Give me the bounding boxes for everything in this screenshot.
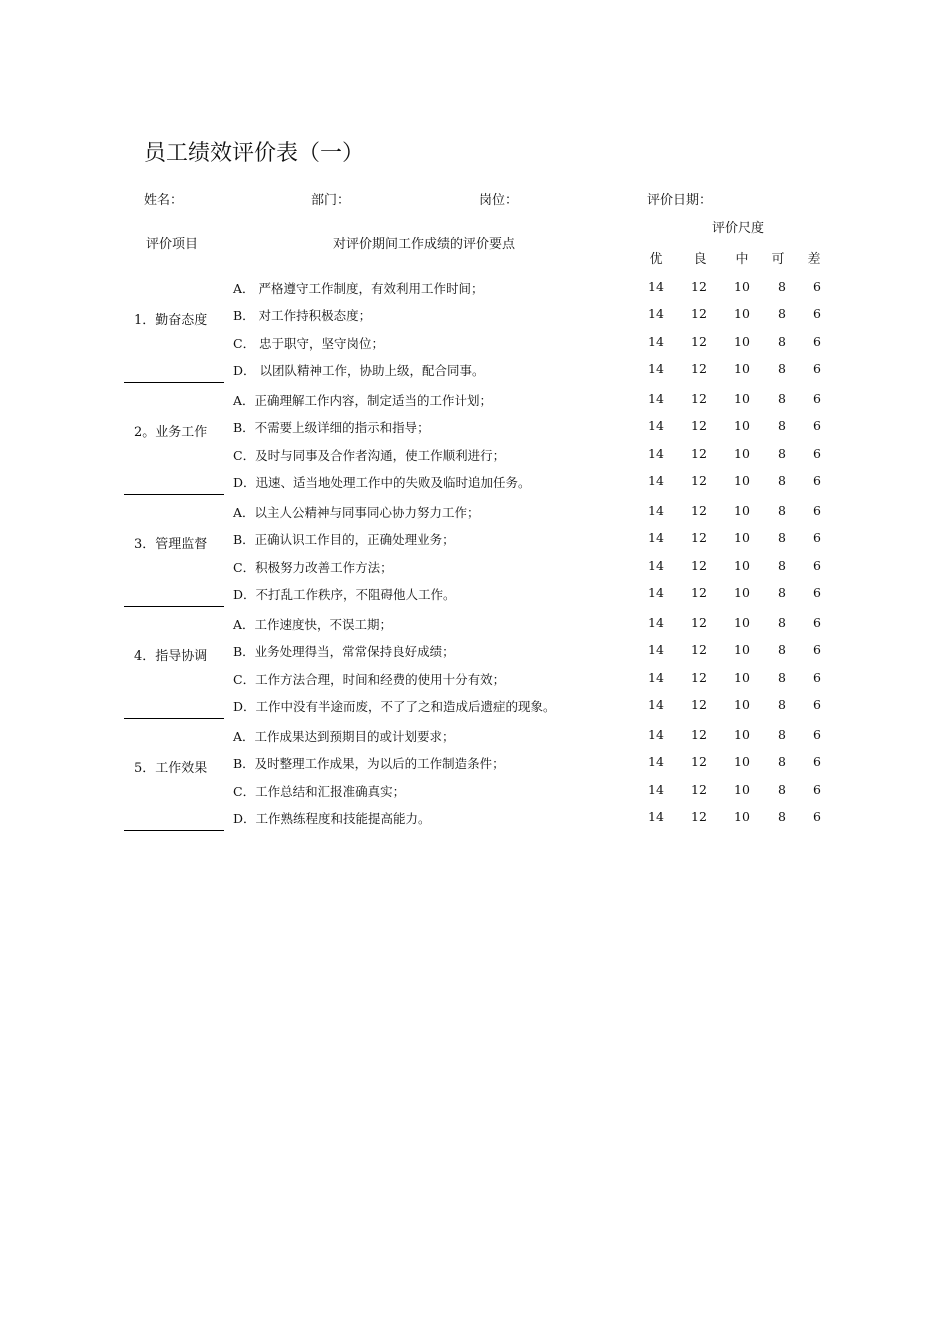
score-option[interactable]: 12 xyxy=(691,557,707,573)
score-option[interactable]: 12 xyxy=(691,418,707,434)
score-option[interactable]: 14 xyxy=(648,669,664,685)
table-row xyxy=(0,334,950,361)
post-label: 岗位： xyxy=(479,193,519,208)
score-option[interactable]: 12 xyxy=(691,754,707,770)
score-option[interactable]: 12 xyxy=(691,391,707,406)
score-option[interactable]: 8 xyxy=(778,781,786,797)
score-option[interactable]: 6 xyxy=(813,584,821,600)
score-option[interactable]: 6 xyxy=(813,391,821,406)
table-row xyxy=(0,446,950,473)
score-option[interactable]: 14 xyxy=(648,333,664,349)
score-option[interactable]: 6 xyxy=(813,727,821,742)
score-option[interactable]: 10 xyxy=(734,727,750,742)
score-option[interactable]: 14 xyxy=(648,754,664,770)
score-option[interactable]: 8 xyxy=(778,503,786,518)
table-row xyxy=(0,642,950,669)
score-option[interactable]: 12 xyxy=(691,669,707,685)
score-option[interactable]: 8 xyxy=(778,557,786,573)
score-option[interactable]: 8 xyxy=(778,333,786,349)
table-row xyxy=(0,279,950,306)
score-option[interactable]: 8 xyxy=(778,808,786,824)
score-option[interactable]: 8 xyxy=(778,584,786,600)
score-option[interactable]: 10 xyxy=(734,557,750,573)
criterion-text: B．业务处理得当，常常保持良好成绩； xyxy=(233,644,455,660)
criterion-text: D．工作熟练程度和技能提高能力。 xyxy=(233,810,431,826)
score-option[interactable]: 12 xyxy=(691,360,707,376)
criterion-text: D．不打乱工作秩序，不阻碍他人工作。 xyxy=(233,586,456,602)
score-option[interactable]: 10 xyxy=(734,503,750,518)
table-row xyxy=(0,418,950,445)
score-option[interactable]: 12 xyxy=(691,781,707,797)
score-option[interactable]: 8 xyxy=(778,360,786,376)
score-option[interactable]: 10 xyxy=(734,754,750,770)
table-row xyxy=(0,530,950,557)
score-option[interactable]: 14 xyxy=(648,503,664,518)
score-option[interactable]: 14 xyxy=(648,445,664,461)
criterion-text: A．以主人公精神与同事同心协力努力工作； xyxy=(233,505,480,520)
score-option[interactable]: 6 xyxy=(813,615,821,630)
criterion-text: B． 对工作持积极态度； xyxy=(233,308,372,324)
score-option[interactable]: 6 xyxy=(813,642,821,658)
score-option[interactable]: 6 xyxy=(813,472,821,488)
score-option[interactable]: 6 xyxy=(813,503,821,518)
score-option[interactable]: 6 xyxy=(813,808,821,824)
score-option[interactable]: 12 xyxy=(691,472,707,488)
score-option[interactable]: 12 xyxy=(691,727,707,742)
name-label: 姓名： xyxy=(144,193,184,208)
criterion-text: A． 严格遵守工作制度，有效利用工作时间； xyxy=(233,281,484,296)
table-row xyxy=(0,782,950,809)
score-option[interactable]: 8 xyxy=(778,391,786,406)
score-option[interactable]: 8 xyxy=(778,472,786,488)
score-option[interactable]: 14 xyxy=(648,584,664,600)
score-option[interactable]: 12 xyxy=(691,584,707,600)
score-option[interactable]: 8 xyxy=(778,530,786,546)
criterion-text: D． 以团队精神工作，协助上级，配合同事。 xyxy=(233,362,485,378)
score-option[interactable]: 10 xyxy=(734,584,750,600)
table-row xyxy=(0,391,950,418)
score-option[interactable]: 6 xyxy=(813,306,821,322)
score-option[interactable]: 12 xyxy=(691,445,707,461)
score-option[interactable]: 10 xyxy=(734,696,750,712)
score-option[interactable]: 14 xyxy=(648,391,664,406)
score-option[interactable]: 6 xyxy=(813,530,821,546)
criterion-text: C．工作方法合理，时间和经费的使用十分有效； xyxy=(233,671,506,687)
table-row xyxy=(0,754,950,781)
score-option[interactable]: 8 xyxy=(778,727,786,742)
table-row xyxy=(0,306,950,333)
score-option[interactable]: 12 xyxy=(691,808,707,824)
score-option[interactable]: 10 xyxy=(734,445,750,461)
score-option[interactable]: 6 xyxy=(813,669,821,685)
score-option[interactable]: 12 xyxy=(691,503,707,518)
score-option[interactable]: 6 xyxy=(813,418,821,434)
criterion-text: B．不需要上级详细的指示和指导； xyxy=(233,420,430,436)
criterion-text: B．正确认识工作目的，正确处理业务； xyxy=(233,532,455,548)
score-option[interactable]: 14 xyxy=(648,279,664,294)
score-option[interactable]: 14 xyxy=(648,696,664,712)
score-option[interactable]: 8 xyxy=(778,754,786,770)
score-option[interactable]: 10 xyxy=(734,781,750,797)
criterion-text: C．及时与同事及合作者沟通，使工作顺利进行； xyxy=(233,447,506,463)
table-row xyxy=(0,615,950,642)
score-option[interactable]: 8 xyxy=(778,306,786,322)
score-option[interactable]: 12 xyxy=(691,615,707,630)
score-option[interactable]: 6 xyxy=(813,445,821,461)
score-option[interactable]: 8 xyxy=(778,445,786,461)
score-option[interactable]: 6 xyxy=(813,557,821,573)
category-label: 4．指导协调 xyxy=(134,649,208,664)
score-option[interactable]: 8 xyxy=(778,696,786,712)
score-option[interactable]: 10 xyxy=(734,615,750,630)
score-option[interactable]: 14 xyxy=(648,557,664,573)
score-option[interactable]: 10 xyxy=(734,418,750,434)
score-option[interactable]: 12 xyxy=(691,333,707,349)
category-label: 5．工作效果 xyxy=(134,761,208,776)
criterion-text: A．正确理解工作内容，制定适当的工作计划； xyxy=(233,393,493,408)
score-option[interactable]: 10 xyxy=(734,472,750,488)
scale-level-header: 差 xyxy=(807,252,821,267)
score-option[interactable]: 14 xyxy=(648,808,664,824)
score-option[interactable]: 12 xyxy=(691,696,707,712)
scale-level-header: 可 xyxy=(771,252,785,267)
table-row xyxy=(0,727,950,754)
criterion-text: A．工作成果达到预期目的或计划要求； xyxy=(233,729,455,744)
criterion-text: A．工作速度快，不误工期； xyxy=(233,617,393,632)
page-title: 员工绩效评价表（一） xyxy=(144,141,365,166)
category-label: 1．勤奋态度 xyxy=(134,313,208,328)
score-option[interactable]: 10 xyxy=(734,808,750,824)
score-option[interactable]: 10 xyxy=(734,642,750,658)
score-option[interactable]: 14 xyxy=(648,306,664,322)
table-row xyxy=(0,670,950,697)
score-option[interactable]: 10 xyxy=(734,360,750,376)
criterion-text: C．积极努力改善工作方法； xyxy=(233,559,393,575)
score-option[interactable]: 12 xyxy=(691,530,707,546)
score-option[interactable]: 10 xyxy=(734,306,750,322)
criterion-text: C． 忠于职守，坚守岗位； xyxy=(233,335,385,351)
score-option[interactable]: 8 xyxy=(778,615,786,630)
score-option[interactable]: 14 xyxy=(648,530,664,546)
score-option[interactable]: 8 xyxy=(778,669,786,685)
score-option[interactable]: 6 xyxy=(813,781,821,797)
score-option[interactable]: 10 xyxy=(734,333,750,349)
score-option[interactable]: 6 xyxy=(813,333,821,349)
score-option[interactable]: 8 xyxy=(778,279,786,294)
category-label: 3．管理监督 xyxy=(134,537,208,552)
score-option[interactable]: 14 xyxy=(648,781,664,797)
score-option[interactable]: 10 xyxy=(734,279,750,294)
score-option[interactable]: 12 xyxy=(691,279,707,294)
category-label: 2。业务工作 xyxy=(134,425,208,440)
score-option[interactable]: 12 xyxy=(691,642,707,658)
score-option[interactable]: 14 xyxy=(648,418,664,434)
criterion-text: D．迅速、适当地处理工作中的失败及临时追加任务。 xyxy=(233,474,531,490)
score-option[interactable]: 14 xyxy=(648,642,664,658)
score-option[interactable]: 10 xyxy=(734,391,750,406)
score-option[interactable]: 10 xyxy=(734,530,750,546)
table-row xyxy=(0,558,950,585)
scale-level-header: 良 xyxy=(693,252,707,267)
score-option[interactable]: 10 xyxy=(734,669,750,685)
score-option[interactable]: 8 xyxy=(778,642,786,658)
scale-level-header: 中 xyxy=(735,252,749,267)
table-row xyxy=(0,809,950,836)
scale-title: 评价尺度 xyxy=(712,221,765,236)
score-option[interactable]: 6 xyxy=(813,696,821,712)
score-option[interactable]: 8 xyxy=(778,418,786,434)
criterion-text: D．工作中没有半途而废，不了了之和造成后遗症的现象。 xyxy=(233,698,556,714)
score-option[interactable]: 6 xyxy=(813,360,821,376)
score-option[interactable]: 14 xyxy=(648,472,664,488)
scale-level-header: 优 xyxy=(649,252,663,267)
item-column-header: 评价项目 xyxy=(146,237,199,252)
table-row xyxy=(0,503,950,530)
score-option[interactable]: 12 xyxy=(691,306,707,322)
score-option[interactable]: 6 xyxy=(813,754,821,770)
score-option[interactable]: 6 xyxy=(813,279,821,294)
criterion-text: B．及时整理工作成果，为以后的工作制造条件； xyxy=(233,756,505,772)
criterion-text: C．工作总结和汇报准确真实； xyxy=(233,783,406,799)
dept-label: 部门： xyxy=(311,193,351,208)
points-column-header: 对评价期间工作成绩的评价要点 xyxy=(333,237,516,252)
score-option[interactable]: 14 xyxy=(648,615,664,630)
score-option[interactable]: 14 xyxy=(648,727,664,742)
score-option[interactable]: 14 xyxy=(648,360,664,376)
date-label: 评价日期： xyxy=(647,193,713,208)
